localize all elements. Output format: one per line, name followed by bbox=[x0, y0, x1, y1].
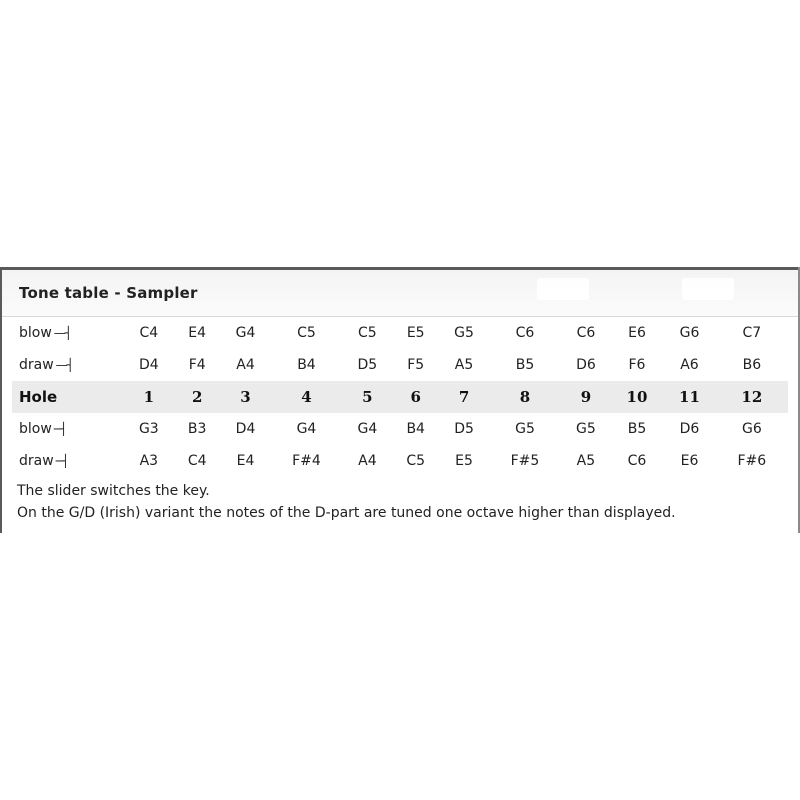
hole-number: 3 bbox=[221, 381, 271, 413]
note-cell: G6 bbox=[741, 421, 762, 437]
panel-title: Tone table - Sampler bbox=[19, 284, 198, 302]
hole-number: 8 bbox=[489, 381, 561, 413]
note-cell: D5 bbox=[454, 421, 474, 437]
note-cell: F#5 bbox=[510, 453, 540, 469]
note-cell: G4 bbox=[235, 325, 256, 341]
note-cell: C4 bbox=[139, 325, 159, 341]
note-cell: C6 bbox=[576, 325, 596, 341]
hole-number: 5 bbox=[343, 381, 393, 413]
note-cell: A5 bbox=[576, 453, 596, 469]
note-cell: G3 bbox=[138, 421, 159, 437]
note-cell: B6 bbox=[742, 357, 762, 373]
row-label-text: blow bbox=[19, 421, 52, 437]
note-cell: C6 bbox=[515, 325, 535, 341]
tone-table-panel bbox=[0, 267, 800, 533]
hole-number: 11 bbox=[663, 381, 715, 413]
note-cell: C5 bbox=[406, 453, 426, 469]
note-cell: G4 bbox=[357, 421, 378, 437]
note-cell: A3 bbox=[139, 453, 159, 469]
note-cell: G6 bbox=[679, 325, 700, 341]
note-cell: E4 bbox=[188, 325, 207, 341]
hole-number: 2 bbox=[174, 381, 221, 413]
note-cell: D5 bbox=[357, 357, 378, 373]
note-cell: C5 bbox=[297, 325, 316, 341]
note-cell: C4 bbox=[187, 453, 207, 469]
row-label bbox=[12, 445, 124, 477]
row-label bbox=[12, 317, 124, 349]
note-cell: E6 bbox=[680, 453, 699, 469]
tone-table bbox=[12, 317, 788, 477]
hole-number: 7 bbox=[439, 381, 489, 413]
note-cell: B4 bbox=[406, 421, 425, 437]
note-cell: D6 bbox=[576, 357, 596, 373]
hole-header-label: Hole bbox=[12, 381, 124, 413]
note-cell: C7 bbox=[742, 325, 762, 341]
note-cell: E5 bbox=[455, 453, 473, 469]
blow-arrow-icon: ─┤ bbox=[53, 422, 67, 436]
note-cell: A4 bbox=[358, 453, 377, 469]
note-cell: G5 bbox=[515, 421, 535, 437]
note-cell: G5 bbox=[576, 421, 596, 437]
note-cell: B5 bbox=[627, 421, 647, 437]
note-cell: E6 bbox=[628, 325, 646, 341]
table-row-bottom-blow bbox=[12, 413, 788, 445]
row-label-text: draw bbox=[19, 453, 54, 469]
row-label-text: draw bbox=[19, 357, 54, 373]
draw-arrow-icon: ─┤ bbox=[55, 454, 69, 468]
panel-header bbox=[2, 270, 798, 317]
note-cell: F#6 bbox=[737, 453, 767, 469]
header-highlight bbox=[682, 278, 734, 300]
table-row-top-draw bbox=[12, 349, 788, 381]
row-label-text: blow bbox=[19, 325, 52, 341]
note-cell: F4 bbox=[188, 357, 206, 373]
note-cell: D4 bbox=[235, 421, 256, 437]
note-cell: B4 bbox=[297, 357, 316, 373]
hole-number: 6 bbox=[392, 381, 439, 413]
table-row-hole bbox=[12, 381, 788, 413]
hole-number: 10 bbox=[611, 381, 663, 413]
note-cell: E5 bbox=[406, 325, 425, 341]
hole-number: 1 bbox=[124, 381, 174, 413]
row-label bbox=[12, 349, 124, 381]
note-cell: F6 bbox=[628, 357, 646, 373]
table-row-bottom-draw bbox=[12, 445, 788, 477]
note-cell: B3 bbox=[187, 421, 207, 437]
hole-number: 9 bbox=[561, 381, 611, 413]
note-cell: A4 bbox=[236, 357, 255, 373]
slider-key-note: The slider switches the key. bbox=[17, 483, 210, 499]
hole-number: 12 bbox=[716, 381, 788, 413]
irish-variant-note: On the G/D (Irish) variant the notes of the D-part are tuned one octave higher than displayed. bbox=[17, 505, 676, 521]
note-cell: F5 bbox=[407, 357, 425, 373]
note-cell: D4 bbox=[139, 357, 159, 373]
note-cell: A6 bbox=[680, 357, 699, 373]
blow-arrow-icon: —┤ bbox=[53, 326, 72, 340]
table-row-top-blow bbox=[12, 317, 788, 349]
note-cell: E4 bbox=[236, 453, 255, 469]
note-cell: B5 bbox=[515, 357, 535, 373]
note-cell: F#4 bbox=[292, 453, 321, 469]
note-cell: C5 bbox=[358, 325, 377, 341]
note-cell: G4 bbox=[296, 421, 317, 437]
draw-arrow-icon: —┤ bbox=[55, 358, 73, 372]
note-cell: D6 bbox=[679, 421, 700, 437]
hole-number: 4 bbox=[270, 381, 342, 413]
note-cell: A5 bbox=[454, 357, 474, 373]
header-highlight bbox=[537, 278, 589, 300]
note-cell: G5 bbox=[454, 325, 474, 341]
note-cell: C6 bbox=[627, 453, 647, 469]
row-label bbox=[12, 413, 124, 445]
